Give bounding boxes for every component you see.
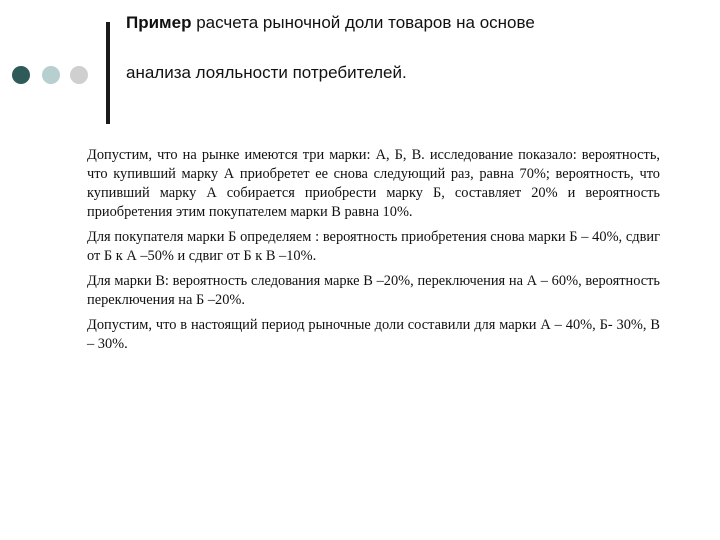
title-line-1-rest: расчета рыночной доли товаров на основе	[191, 13, 535, 32]
title-bold-word: Пример	[126, 13, 192, 32]
slide-title	[126, 12, 686, 84]
paragraph-4: Допустим, что в настоящий период рыночные доли составили для марки А – 40%, Б- 30%, В – 30%.	[87, 317, 660, 352]
decor-dot-gray	[70, 66, 88, 84]
slide-body	[87, 146, 660, 360]
title-line-1	[126, 12, 686, 34]
decor-dot-dark	[12, 66, 30, 84]
title-line-2: анализа лояльности потребителей.	[126, 63, 407, 82]
paragraph-1: Допустим, что на рынке имеются три марки: А, Б, В. исследование показало: вероятность, что купивший марку А приобретет ее снова следующий раз, равна 70%; вероятность, что купивший марку А собирается приобрести марку Б, составляет 20% и вероятность приобретения этим покупателем марки В равна 10%.	[87, 147, 660, 220]
paragraph-2: Для покупателя марки Б определяем : вероятность приобретения снова марки Б – 40%, сдвиг от Б к А –50% и сдвиг от Б к В –10%.	[87, 229, 660, 264]
paragraph-3: Для марки В: вероятность следования марке В –20%, переключения на А – 60%, вероятность переключения на Б –20%.	[87, 273, 660, 308]
decor-dot-teal	[42, 66, 60, 84]
decor-vertical-bar	[106, 22, 110, 124]
